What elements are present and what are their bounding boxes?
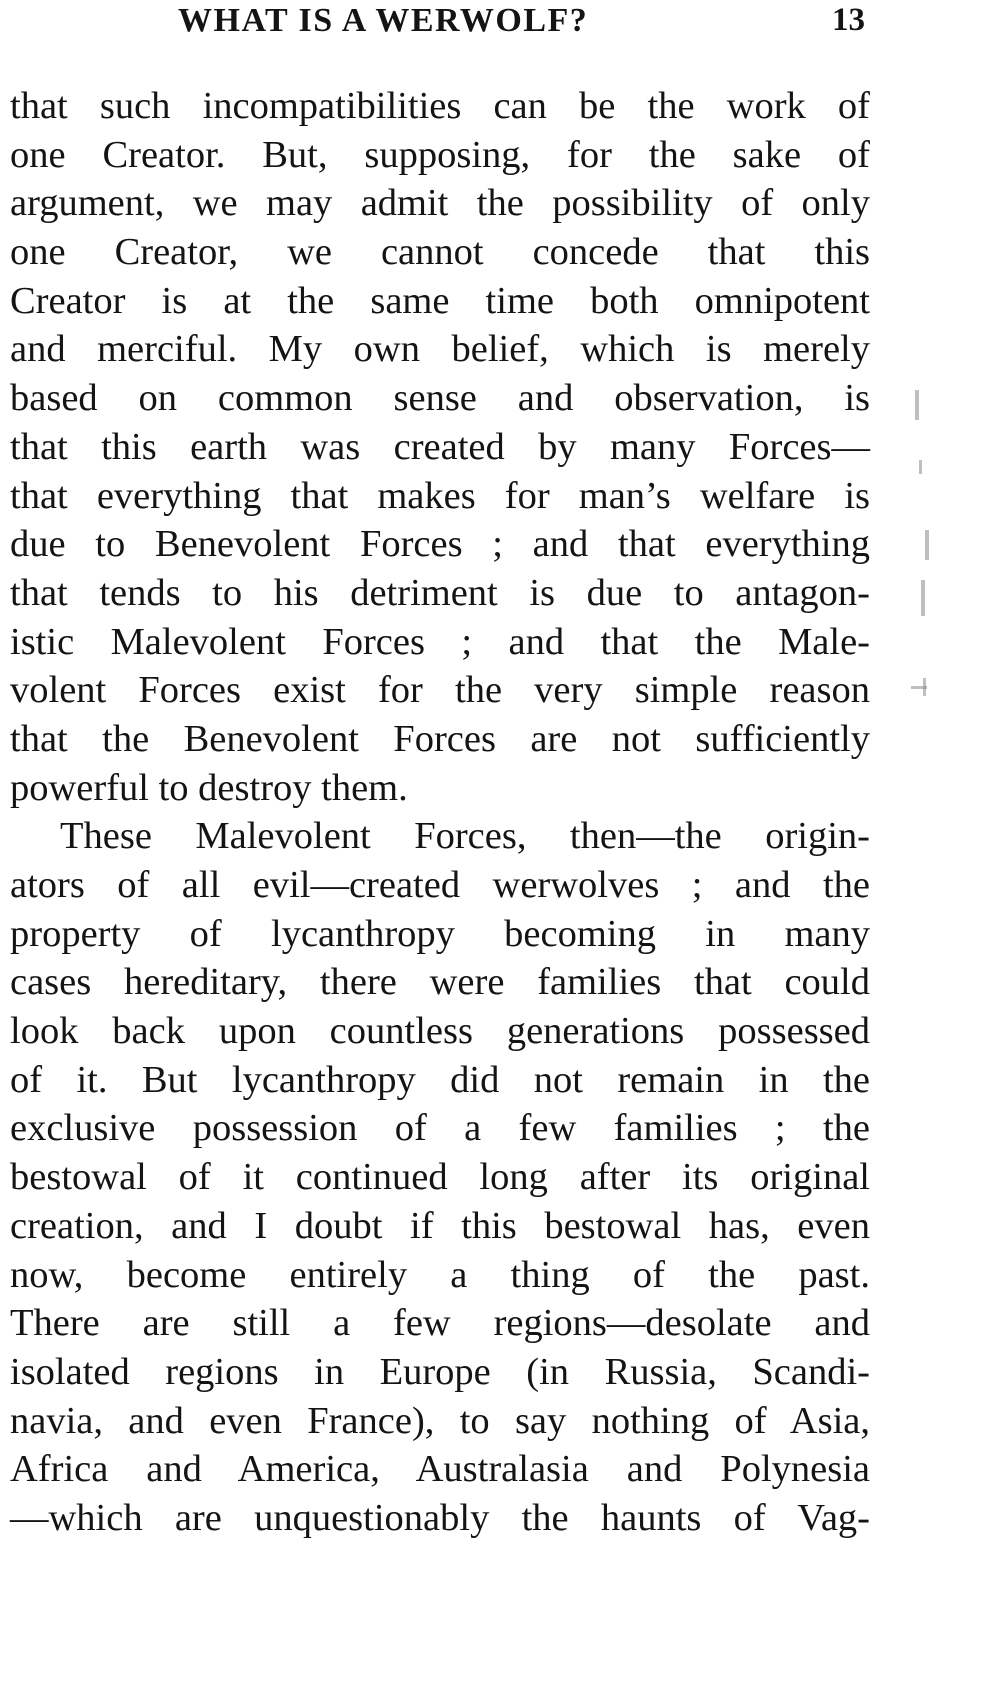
text-line: that tends to his detriment is due to antagon- — [10, 571, 870, 614]
text-line: based on common sense and observation, is — [10, 377, 870, 420]
margin-bleed-marks — [905, 380, 945, 740]
text-line: due to Benevolent Forces ; and that everything — [10, 523, 870, 566]
text-line: isolated regions in Europe (in Russia, Scandi- — [10, 1350, 870, 1393]
paragraph-end-line: powerful to destroy them. — [10, 766, 408, 809]
body-text — [10, 82, 870, 1543]
margin-mark — [921, 580, 925, 616]
text-line: There are still a few regions—desolate and — [10, 1302, 870, 1345]
text-line: and merciful. My own belief, which is merely — [10, 328, 870, 371]
margin-mark — [915, 390, 919, 420]
text-line: property of lycanthropy becoming in many — [10, 912, 870, 955]
text-line: of it. But lycanthropy did not remain in the — [10, 1058, 870, 1101]
text-line: look back upon countless generations possessed — [10, 1010, 870, 1053]
text-line: exclusive possession of a few families ; the — [10, 1107, 870, 1150]
text-line: cases hereditary, there were families that could — [10, 961, 870, 1004]
text-line: navia, and even France), to say nothing of Asia, — [10, 1399, 870, 1442]
text-line: that everything that makes for man’s welfare is — [10, 474, 870, 517]
text-line: Africa and America, Australasia and Polynesia — [10, 1448, 870, 1491]
text-line: one Creator. But, supposing, for the sake of — [10, 133, 870, 176]
text-line: one Creator, we cannot concede that this — [10, 231, 870, 274]
running-head — [0, 2, 1000, 52]
text-line: that this earth was created by many Forces— — [10, 425, 870, 468]
margin-mark — [919, 460, 922, 474]
text-line: —which are unquestionably the haunts of Vag- — [10, 1496, 870, 1539]
margin-mark — [925, 530, 929, 560]
text-line: volent Forces exist for the very simple reason — [10, 669, 870, 712]
text-line: now, become entirely a thing of the past. — [10, 1253, 870, 1296]
text-line: that the Benevolent Forces are not sufficiently — [10, 717, 870, 760]
text-line: argument, we may admit the possibility of only — [10, 182, 870, 225]
text-line: Creator is at the same time both omnipotent — [10, 279, 870, 322]
text-line: ators of all evil—created werwolves ; and the — [10, 864, 870, 906]
running-head-title: WHAT IS A WERWOLF? — [178, 2, 589, 39]
text-line: bestowal of it continued long after its original — [10, 1156, 870, 1199]
text-line: istic Malevolent Forces ; and that the Male- — [10, 620, 870, 663]
paragraph-start-line: These Malevolent Forces, then—the origin- — [60, 815, 870, 858]
margin-mark — [923, 678, 926, 696]
page-number: 13 — [832, 2, 865, 38]
text-line: that such incompatibilities can be the work of — [10, 85, 870, 127]
text-line: creation, and I doubt if this bestowal has, even — [10, 1204, 870, 1247]
